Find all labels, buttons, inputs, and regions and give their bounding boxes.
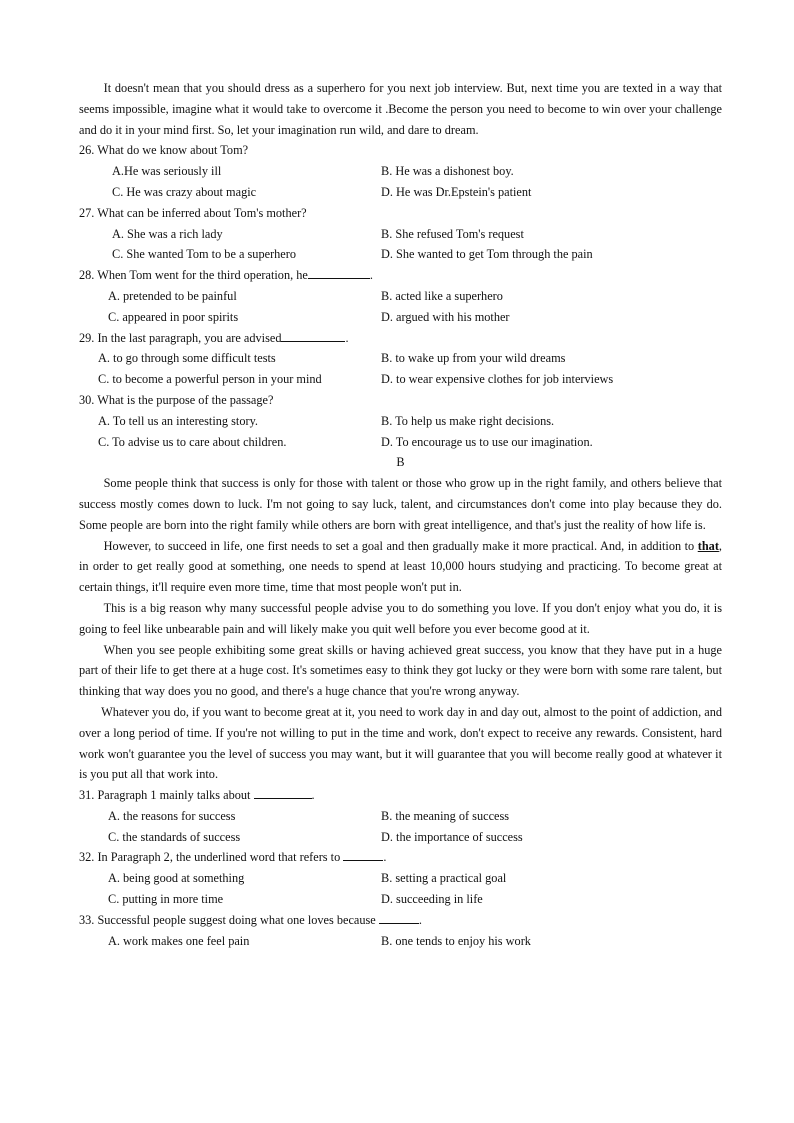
question-29-option-b: B. to wake up from your wild dreams xyxy=(381,351,566,366)
question-27-option-d: D. She wanted to get Tom through the pain xyxy=(381,247,593,262)
question-31-option-b: B. the meaning of success xyxy=(381,808,510,823)
question-31-option-c: C. the standards of success xyxy=(108,829,241,844)
passage-b-paragraph-5: Whatever you do, if you want to become great at it, you need to work day in and day out, almost to the point of addiction, and over a long period of time. If you're not willing to put in the time and work, don't expect to receive any rewards. Consistent, hard work won't guarantee you the level of success you may want, but it will guarantee that you will become really good at whatever it is you put all that work into. xyxy=(79,704,722,782)
question-31-options xyxy=(79,806,722,848)
question-33-options xyxy=(79,931,722,952)
question-33-stem: 33. Successful people suggest doing what one loves because . xyxy=(79,912,422,927)
question-26-options xyxy=(79,161,722,203)
question-27-option-c: C. She wanted Tom to be a superhero xyxy=(112,247,297,262)
question-28-stem: 28. When Tom went for the third operation, he . xyxy=(79,268,373,283)
question-30-option-b: B. To help us make right decisions. xyxy=(381,413,555,428)
question-28-option-d: D. argued with his mother xyxy=(381,309,510,324)
answer-blank xyxy=(281,329,345,342)
answer-blank xyxy=(343,848,383,861)
question-27-stem: 27. What can be inferred about Tom's mother? xyxy=(79,205,307,220)
answer-blank xyxy=(254,786,312,799)
question-27-option-a: A. She was a rich lady xyxy=(112,226,223,241)
question-28-options xyxy=(79,286,722,328)
exam-page xyxy=(79,78,722,951)
question-27-option-b: B. She refused Tom's request xyxy=(381,226,524,241)
question-28-option-a: A. pretended to be painful xyxy=(108,288,237,303)
question-31-option-a: A. the reasons for success xyxy=(108,808,236,823)
question-32-option-b: B. setting a practical goal xyxy=(381,871,507,886)
question-26-option-c: C. He was crazy about magic xyxy=(112,184,257,199)
question-26-stem: 26. What do we know about Tom? xyxy=(79,143,249,158)
question-30-option-d: D. To encourage us to use our imagination. xyxy=(381,434,593,449)
question-31-option-d: D. the importance of success xyxy=(381,829,523,844)
question-26-option-a: A.He was seriously ill xyxy=(112,164,222,179)
question-32-option-c: C. putting in more time xyxy=(108,892,224,907)
question-30-options xyxy=(79,411,722,453)
section-b-heading: B xyxy=(396,455,405,470)
question-29-options xyxy=(79,348,722,390)
question-30-option-a: A. To tell us an interesting story. xyxy=(98,413,259,428)
question-29-stem: 29. In the last paragraph, you are advised . xyxy=(79,330,349,345)
question-29-option-d: D. to wear expensive clothes for job interviews xyxy=(381,372,614,387)
question-33-option-a: A. work makes one feel pain xyxy=(108,933,250,948)
question-29-option-a: A. to go through some difficult tests xyxy=(98,351,276,366)
answer-blank xyxy=(379,911,419,924)
question-30-stem: 30. What is the purpose of the passage? xyxy=(79,392,274,407)
passage-b-paragraph-1: Some people think that success is only for those with talent or those who grow up in the right family, and others believe that success mostly comes down to luck. I'm not going to say luck, talent, and circumstances don't come into play because they do. Some people are born into the right family while others are born with great intelligence, and that's just the reality of how life is. xyxy=(79,476,722,532)
question-28-option-c: C. appeared in poor spirits xyxy=(108,309,239,324)
question-26-option-b: B. He was a dishonest boy. xyxy=(381,164,514,179)
question-26-option-d: D. He was Dr.Epstein's patient xyxy=(381,184,532,199)
question-29-option-c: C. to become a powerful person in your mind xyxy=(98,372,322,387)
question-27-options xyxy=(79,224,722,266)
passage-b-paragraph-4: When you see people exhibiting some great skills or having achieved great success, you know that they have put in a huge part of their life to get there at a huge cost. It's sometimes easy to think they got lucky or they were born with some rare talent, but thinking that way does you no good, and there's a huge chance that you're wrong anyway. xyxy=(79,642,722,699)
question-32-stem: 32. In Paragraph 2, the underlined word that refers to . xyxy=(79,850,387,865)
passage-a-final-paragraph: It doesn't mean that you should dress as a superhero for you next job interview. But, next time you are texted in a way that seems impossible, imagine what it would take to overcome it .Become the person you need to become to win over your challenge and do it in your mind first. So, let your imagination run wild, and dare to dream. xyxy=(79,81,722,137)
question-28-option-b: B. acted like a superhero xyxy=(381,288,503,303)
passage-b-paragraph-3: This is a big reason why many successful people advise you to do something you love. If you don't enjoy what you do, it is going to feel like unbearable pain and will likely make you quit well before you ever become good at it. xyxy=(79,600,722,636)
question-32-option-d: D. succeeding in life xyxy=(381,892,483,907)
passage-b-paragraph-2: However, to succeed in life, one first needs to set a goal and then gradually make it more practical. And, in addition to that, in order to get really good at something, one needs to spend at least 10,000 hours studying and practicing. To become great at certain things, it'll require even more time, time that most people won't put in. xyxy=(79,538,722,595)
question-31-stem: 31. Paragraph 1 mainly talks about . xyxy=(79,788,315,803)
question-32-option-a: A. being good at something xyxy=(108,871,245,886)
answer-blank xyxy=(308,266,370,279)
question-32-options xyxy=(79,868,722,910)
underlined-word: that xyxy=(697,538,719,553)
question-30-option-c: C. To advise us to care about children. xyxy=(98,434,287,449)
question-33-option-b: B. one tends to enjoy his work xyxy=(381,933,531,948)
